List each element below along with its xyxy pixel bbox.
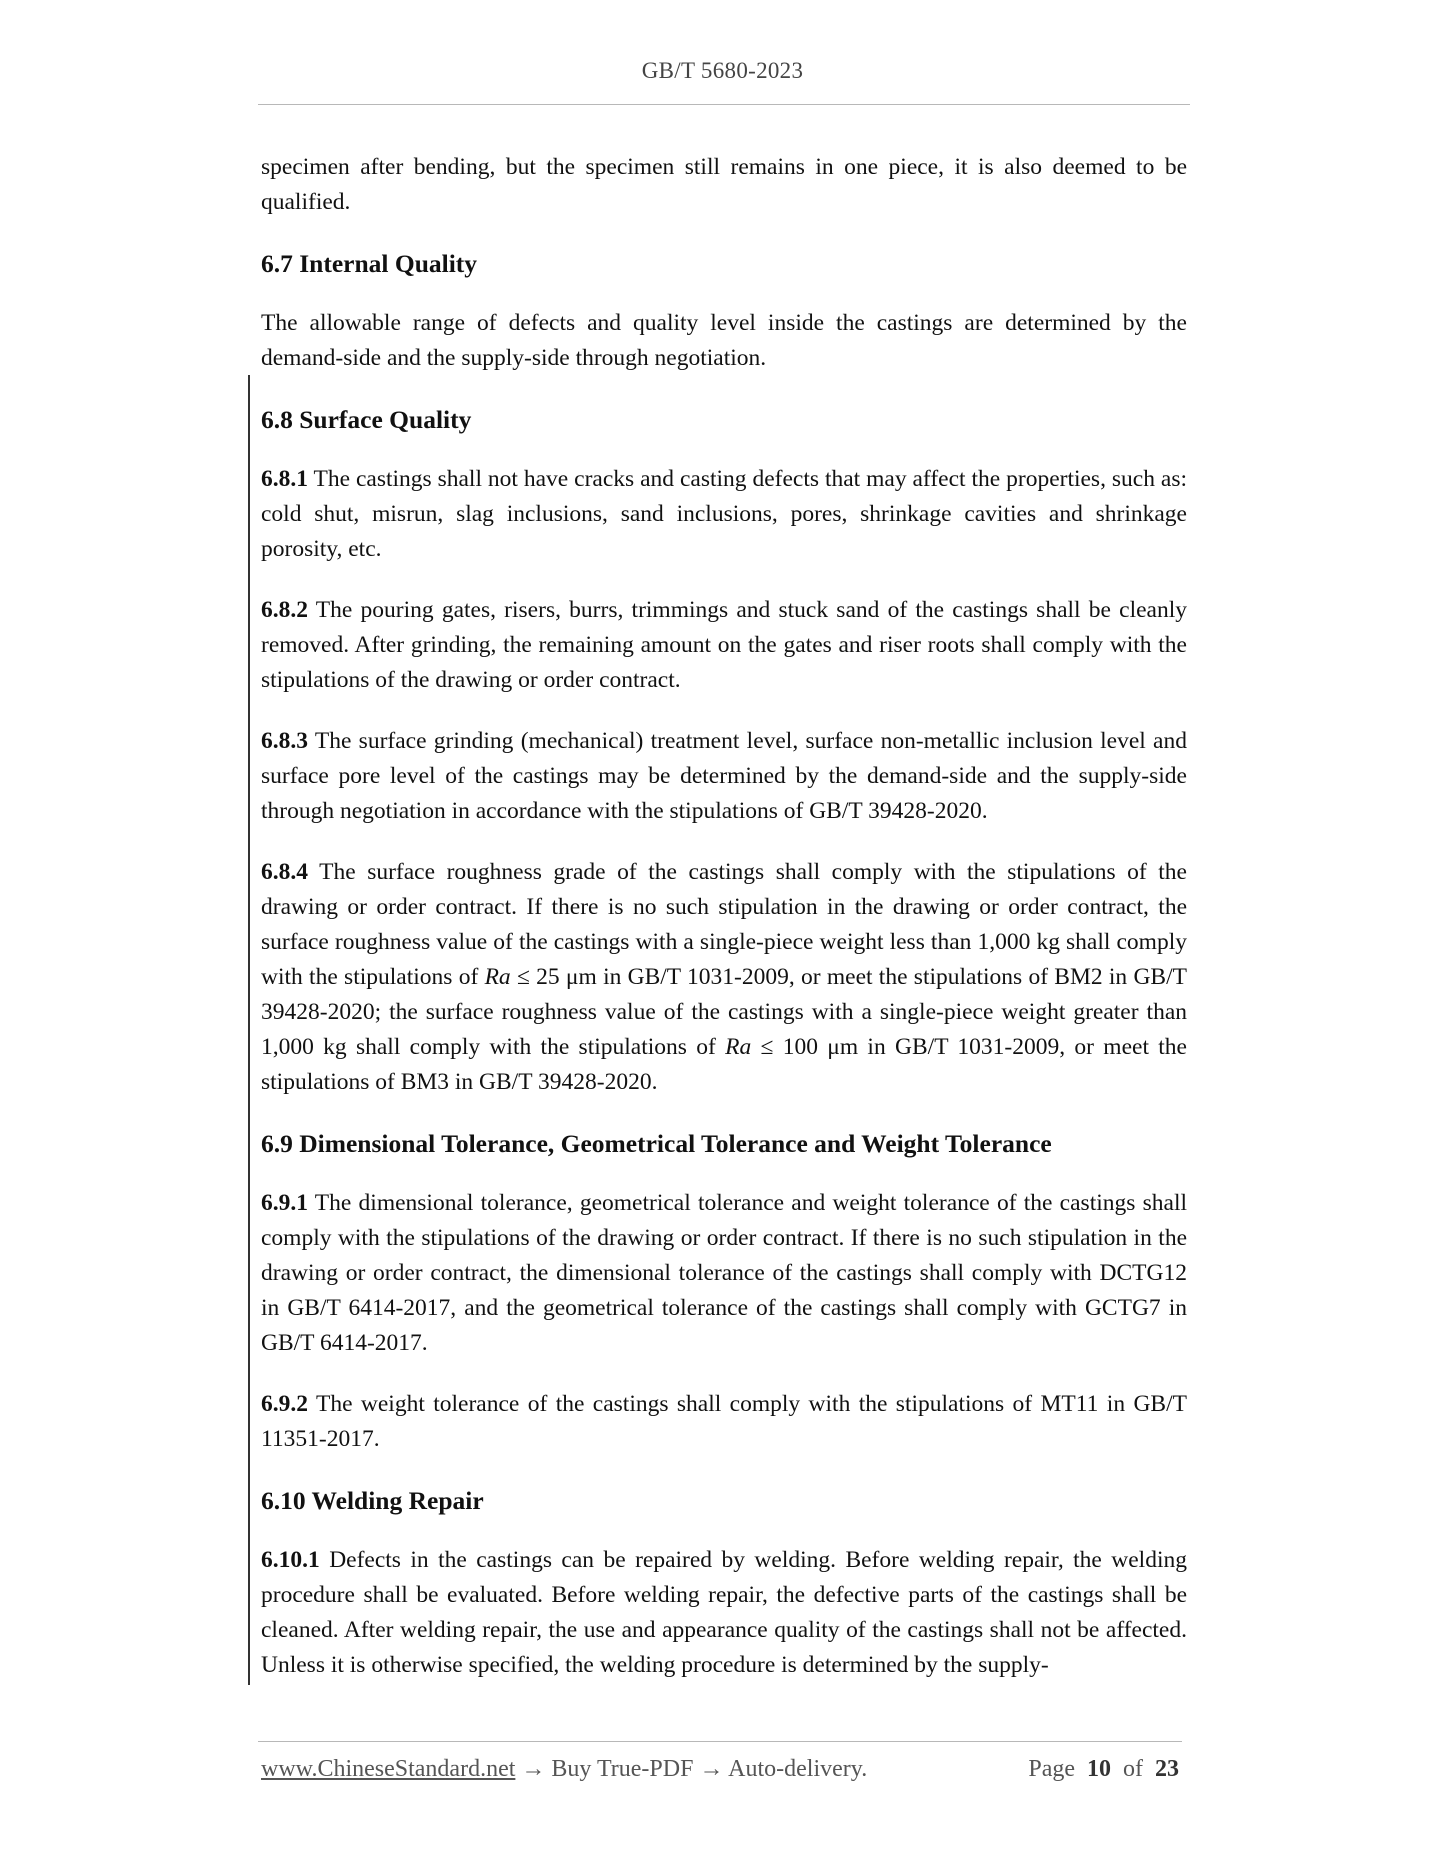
clause-number: 6.8.3 bbox=[261, 728, 308, 754]
section-6-9-heading: 6.9 Dimensional Tolerance, Geometrical Tolerance and Weight Tolerance bbox=[261, 1129, 1052, 1158]
clause-text: The pouring gates, risers, burrs, trimmings and stuck sand of the castings shall be cleanly removed. After grinding, the remaining amount on the gates and riser roots shall comply with the stipulations of the drawing or order contract. bbox=[261, 597, 1187, 693]
clause-text: The surface roughness grade of the castings shall comply with the stipulations of the drawing or order contract. If there is no such stipulation in the drawing or order contract, the surface roughness value of the castings with a single-piece weight less than 1,000 kg shall comply with the stipulations of bbox=[261, 859, 1187, 990]
clause-text: The surface grinding (mechanical) treatment level, surface non-metallic inclusion level and surface pore level of the castings may be determined by the demand-side and the supply-side through negotiation in accordance with the stipulations of GB/T 39428-2020. bbox=[261, 728, 1187, 824]
clause-6-9-1 bbox=[261, 1186, 1187, 1361]
clause-number: 6.8.2 bbox=[261, 597, 308, 623]
intro-paragraph: specimen after bending, but the specimen still remains in one piece, it is also deemed to be qualified. bbox=[261, 154, 1187, 215]
clause-number: 6.8.4 bbox=[261, 859, 308, 885]
site-link[interactable]: www.ChineseStandard.net bbox=[261, 1756, 516, 1782]
clause-text: Defects in the castings can be repaired by welding. Before welding repair, the welding procedure shall be evaluated. Before welding repair, the defective parts of the castings shall be cleaned. After welding repair, the use and appearance quality of the castings shall not be affected. Unless it is otherwise specified, the welding procedure is determined by the supply- bbox=[261, 1547, 1187, 1678]
clause-number: 6.9.2 bbox=[261, 1391, 308, 1417]
section-6-8-heading: 6.8 Surface Quality bbox=[261, 405, 472, 434]
of-label: of bbox=[1123, 1756, 1143, 1782]
buy-pdf-text: Buy True-PDF bbox=[551, 1756, 694, 1782]
arrow-icon: → bbox=[693, 1756, 729, 1782]
ra-symbol: Ra bbox=[484, 964, 511, 990]
clause-text: The weight tolerance of the castings shall comply with the stipulations of MT11 in GB/T 11351-2017. bbox=[261, 1391, 1187, 1452]
clause-text: ≤ 25 μm in GB/T 1031-2009, or meet the stipulations of BM2 in GB/T 39428-2020; the surface roughness value of the castings with a single-piece weight greater than 1,000 kg shall comply with the stipulations of bbox=[261, 964, 1187, 1060]
section-6-10-heading: 6.10 Welding Repair bbox=[261, 1486, 484, 1515]
page-body bbox=[261, 150, 1187, 1709]
clause-6-8-2 bbox=[261, 593, 1187, 698]
footer-promo bbox=[261, 1756, 867, 1783]
auto-delivery-text: Auto-delivery. bbox=[728, 1756, 868, 1782]
clause-text: The castings shall not have cracks and casting defects that may affect the properties, such as: cold shut, misrun, slag inclusions, sand inclusions, pores, shrinkage cavities and shrinkage porosity, etc. bbox=[261, 466, 1187, 562]
clause-number: 6.10.1 bbox=[261, 1547, 320, 1573]
header-divider bbox=[258, 104, 1190, 105]
ra-symbol: Ra bbox=[725, 1034, 752, 1060]
clause-6-8-1 bbox=[261, 462, 1187, 567]
section-6-7-heading: 6.7 Internal Quality bbox=[261, 249, 478, 278]
page-total: 23 bbox=[1155, 1756, 1179, 1782]
clause-text: The dimensional tolerance, geometrical tolerance and weight tolerance of the castings shall comply with the stipulations of the drawing or order contract. If there is no such stipulation in the drawing or order contract, the dimensional tolerance of the castings shall comply with DCTG12 in GB/T 6414-2017, and the geometrical tolerance of the castings shall comply with GCTG7 in GB/T 6414-2017. bbox=[261, 1190, 1187, 1356]
section-6-7-text: The allowable range of defects and quality level inside the castings are determined by the demand-side and the supply-side through negotiation. bbox=[261, 310, 1187, 371]
page-indicator bbox=[1028, 1756, 1179, 1783]
page-number: 10 bbox=[1087, 1756, 1111, 1782]
clause-6-10-1 bbox=[261, 1543, 1187, 1683]
arrow-icon: → bbox=[515, 1756, 552, 1782]
clause-number: 6.9.1 bbox=[261, 1190, 308, 1216]
change-bar bbox=[248, 375, 250, 1685]
document-header-title: GB/T 5680-2023 bbox=[641, 58, 804, 83]
clause-6-8-3 bbox=[261, 724, 1187, 829]
clause-text: ≤ 100 μm in GB/T 1031-2009, or meet the stipulations of BM3 in GB/T 39428-2020. bbox=[261, 1034, 1187, 1095]
footer-divider bbox=[258, 1741, 1182, 1742]
clause-6-8-4 bbox=[261, 855, 1187, 1100]
page-label: Page bbox=[1028, 1756, 1075, 1782]
clause-number: 6.8.1 bbox=[261, 466, 308, 492]
clause-6-9-2 bbox=[261, 1387, 1187, 1457]
